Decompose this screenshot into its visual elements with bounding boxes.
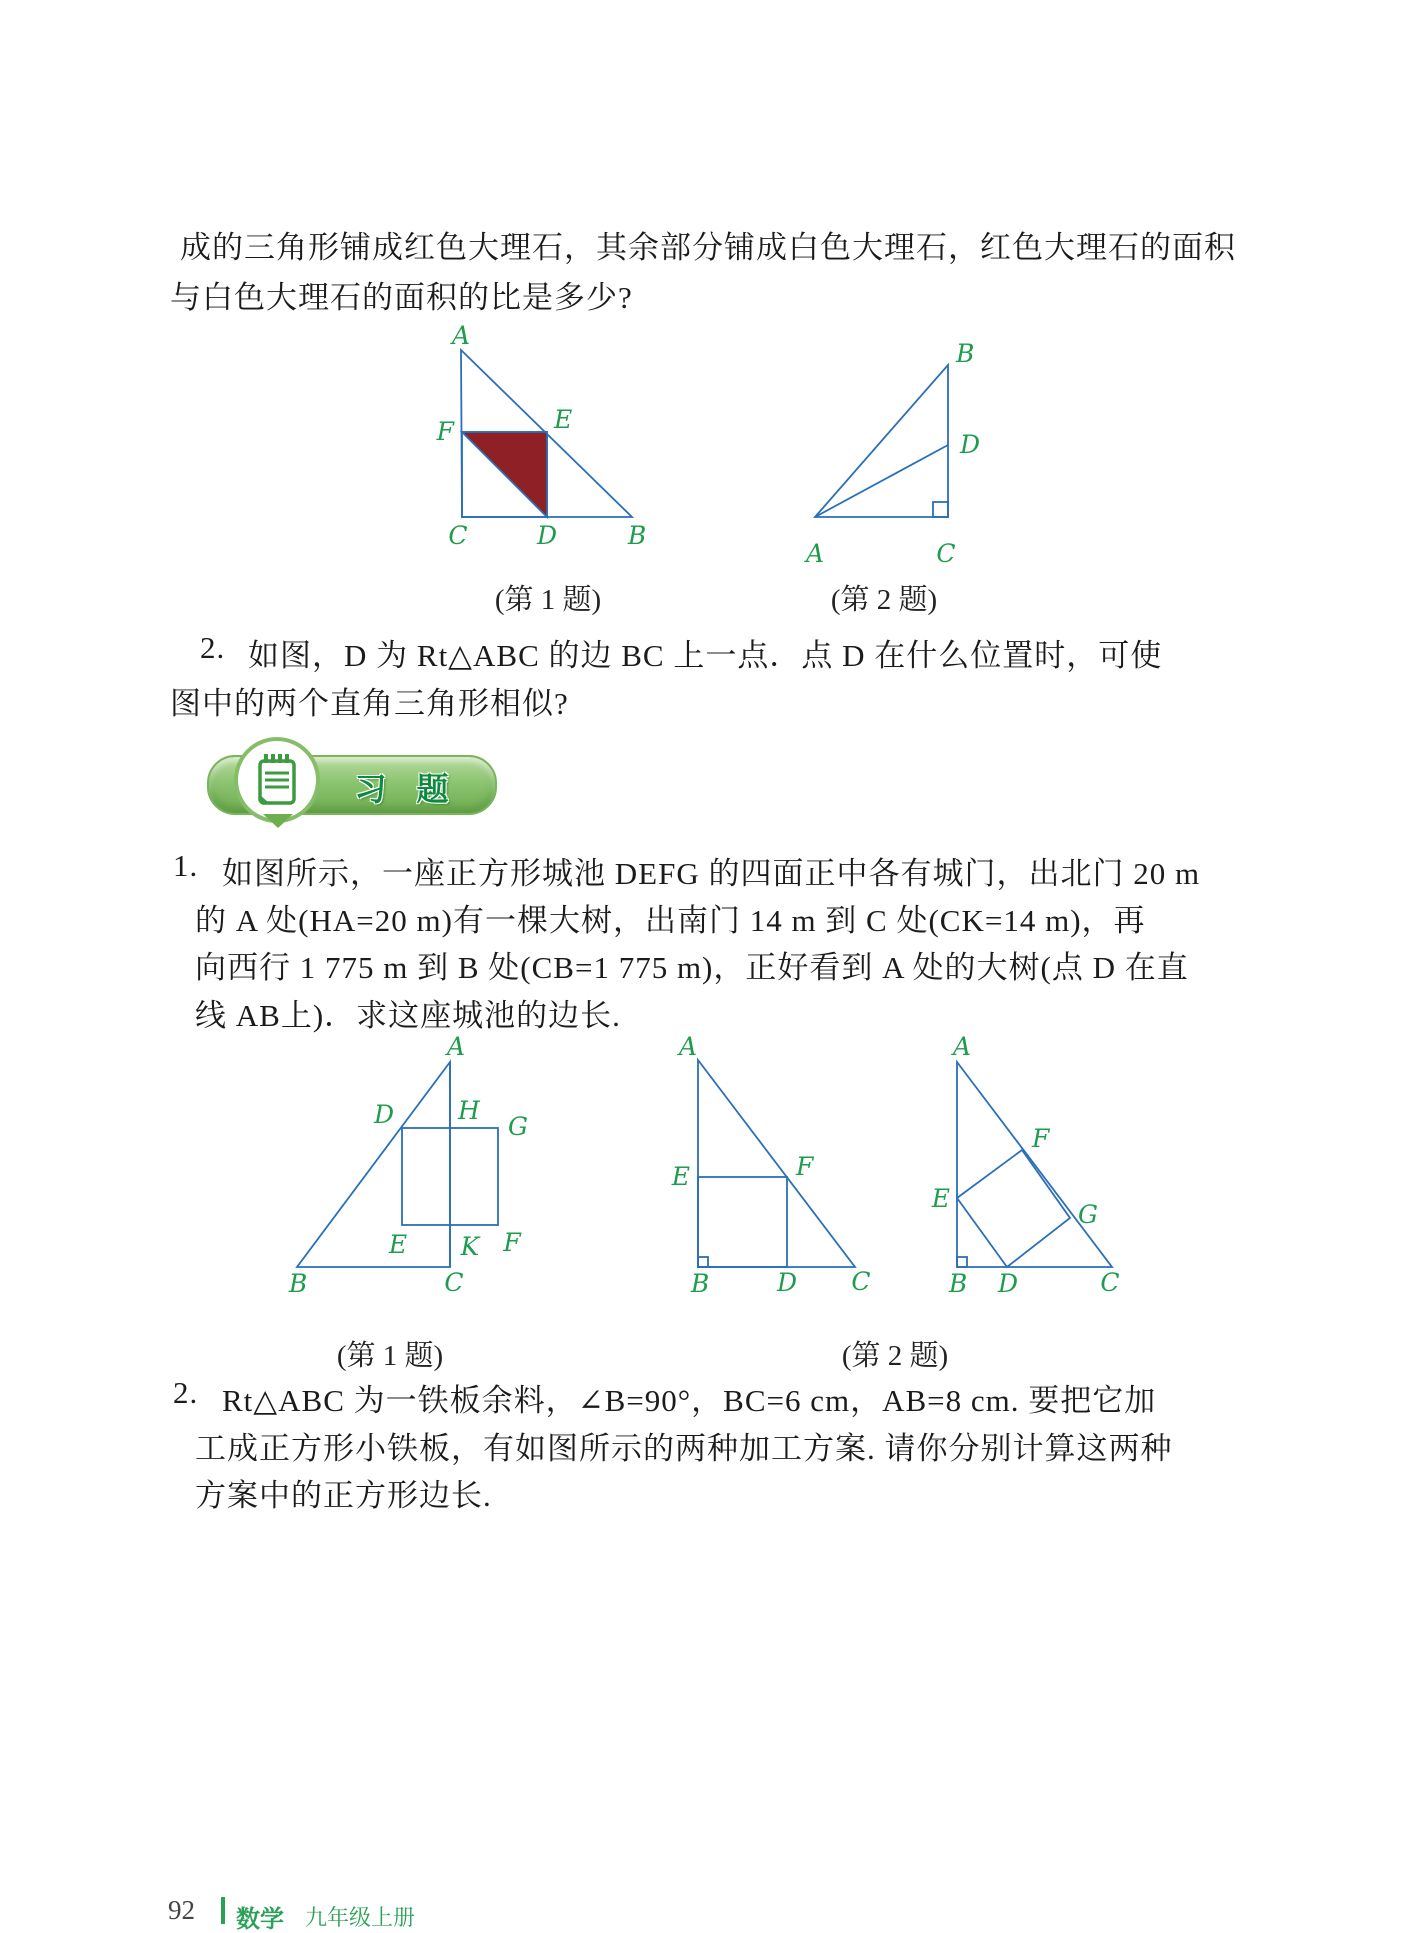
- exercises-banner-circle: [234, 737, 320, 823]
- problem2-top-line-2: 图中的两个直角三角形相似?: [170, 686, 569, 721]
- fig-bot2a-right-angle-mark: [698, 1257, 708, 1267]
- problem2-bottom-number: 2.: [173, 1375, 199, 1410]
- fig-bot2b-right-angle-mark: [957, 1257, 967, 1267]
- figure-bottom-2-caption: (第 2 题): [841, 1340, 949, 1372]
- intro-line-2: 与白色大理石的面积的比是多少?: [170, 280, 633, 315]
- fig-top2-label-B: B: [956, 339, 975, 368]
- fig-bot2a-label-B: B: [690, 1269, 710, 1298]
- fig-top1-maroon-triangle: [462, 432, 547, 517]
- fig-top2-cevian-AD: [815, 445, 948, 517]
- fig-bot2a-label-A: A: [678, 1032, 698, 1061]
- fig-bot2a-label-F: F: [796, 1152, 814, 1181]
- problem1-line-3: 向西行 1 775 m 到 B 处(CB=1 775 m)，正好看到 A 处的大树(点 D 在直: [195, 950, 1189, 985]
- fig-bot2b-label-C: C: [1100, 1268, 1120, 1297]
- problem2-bottom-line-2: 工成正方形小铁板，有如图所示的两种加工方案. 请你分别计算这两种: [195, 1431, 1173, 1466]
- fig-top2-label-D: D: [960, 430, 981, 459]
- figure-bottom-2a: [660, 1032, 890, 1305]
- fig-bot1-label-K: K: [460, 1232, 480, 1261]
- problem2-bottom-line-1: Rt△ABC 为一铁板余料，∠B=90°，BC=6 cm，AB=8 cm. 要把它加: [222, 1383, 1157, 1418]
- fig-bot2b-tilted-square: [957, 1150, 1070, 1267]
- fig-bot2a-label-D: D: [776, 1268, 798, 1297]
- problem1-line-1: 如图所示，一座正方形城池 DEFG 的四面正中各有城门，出北门 20 m: [222, 856, 1201, 891]
- figure-top-2-caption: (第 2 题): [830, 584, 938, 616]
- figure-top-1: [430, 321, 670, 575]
- fig-bot2b-label-B: B: [948, 1269, 968, 1298]
- fig-bot1-label-C: C: [444, 1268, 464, 1297]
- fig-top2-triangle: [815, 365, 948, 517]
- fig-bot1-triangle: [297, 1062, 450, 1267]
- footer-page-number: 92: [168, 1895, 195, 1925]
- fig-bot1-label-H: H: [458, 1096, 480, 1125]
- fig-top1-label-D: D: [536, 521, 558, 550]
- figure-bottom-1-caption: (第 1 题): [336, 1340, 444, 1372]
- fig-bot1-label-F: F: [503, 1228, 521, 1257]
- fig-bot1-label-B: B: [288, 1269, 308, 1298]
- fig-bot2b-label-A: A: [952, 1032, 972, 1061]
- fig-bot2b-label-G: G: [1078, 1200, 1098, 1229]
- fig-top1-label-C: C: [448, 521, 468, 550]
- fig-bot1-label-A: A: [446, 1032, 466, 1061]
- footer-volume: 九年级上册: [305, 1905, 416, 1930]
- problem2-top-number: 2.: [200, 630, 226, 665]
- problem1-number: 1.: [173, 848, 199, 883]
- fig-bot2a-triangle: [698, 1060, 855, 1267]
- fig-top2-right-angle-mark: [933, 502, 948, 517]
- footer-subject: 数学: [236, 1906, 284, 1933]
- problem2-bottom-line-3: 方案中的正方形边长.: [195, 1478, 492, 1513]
- fig-bot2b-label-F: F: [1032, 1124, 1050, 1153]
- fig-top1-label-A: A: [451, 321, 471, 350]
- intro-line-1: 成的三角形铺成红色大理石，其余部分铺成白色大理石，红色大理石的面积: [180, 230, 1236, 265]
- fig-top2-label-C: C: [936, 539, 956, 568]
- fig-bot1-label-D: D: [373, 1100, 394, 1129]
- fig-top1-label-F: F: [436, 417, 454, 446]
- fig-bot2a-label-C: C: [851, 1267, 871, 1296]
- fig-bot2b-label-D: D: [997, 1269, 1019, 1298]
- fig-bot2a-label-E: E: [671, 1162, 690, 1191]
- notebook-icon: [253, 751, 301, 809]
- footer-divider-bar: [221, 1897, 225, 1924]
- fig-top2-label-A: A: [805, 539, 825, 568]
- banner-pointer-triangle: [263, 814, 293, 828]
- figure-bottom-2b: [920, 1032, 1150, 1305]
- fig-bot2b-triangle: [957, 1062, 1112, 1267]
- fig-bot2a-square: [698, 1177, 787, 1267]
- fig-bot1-label-E: E: [388, 1230, 408, 1259]
- figure-top-2: [790, 340, 1010, 575]
- fig-bot2b-label-E: E: [931, 1184, 950, 1213]
- figure-bottom-1: [270, 1032, 530, 1305]
- figure-top-1-caption: (第 1 题): [494, 584, 602, 616]
- fig-top1-label-E: E: [554, 405, 573, 434]
- problem1-line-4: 线 AB上)．求这座城池的边长.: [195, 998, 621, 1033]
- fig-top1-label-B: B: [627, 521, 647, 550]
- fig-bot1-label-G: G: [508, 1112, 528, 1141]
- problem2-top-line-1: 如图，D 为 Rt△ABC 的边 BC 上一点．点 D 在什么位置时，可使: [248, 638, 1163, 673]
- problem1-line-2: 的 A 处(HA=20 m)有一棵大树，出南门 14 m 到 C 处(CK=14 m)，再: [195, 903, 1146, 938]
- exercises-banner-title: 习题: [354, 771, 479, 807]
